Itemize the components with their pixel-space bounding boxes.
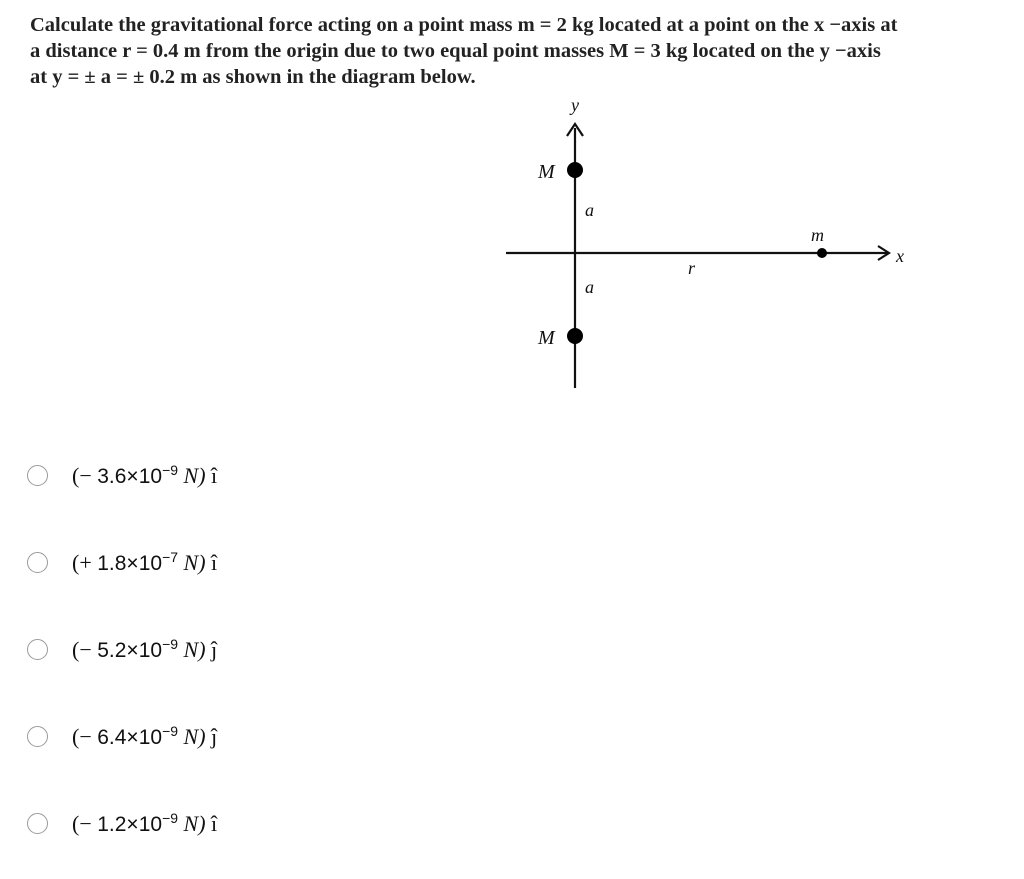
answer-option[interactable] [27,544,217,580]
option-label: (− $3.6\times 10^{-9}$ N) î [72,461,218,488]
answer-option[interactable] [27,718,217,754]
question-line: a distance r = 0.4 m from the origin due to two equal point masses M = 3 kg located on the y −axis [30,40,881,62]
option-label: (+ $1.8\times 10^{-7}$ N) î [72,548,218,575]
bottom-mass-dot [567,328,583,344]
top-mass-label: M [538,161,555,183]
top-mass-dot [567,162,583,178]
answer-option[interactable] [27,805,217,841]
radius-label: r [688,258,696,278]
answer-option[interactable] [27,631,217,667]
radio-button[interactable] [27,465,48,486]
x-axis-label: x [896,246,904,266]
question-line: Calculate the gravitational force acting on a point mass m = 2 kg located at a point on the x −axis at [30,14,898,36]
option-label: (− $6.4\times 10^{-9}$ N) ĵ [72,722,218,749]
point-mass-dot [817,248,827,258]
radio-button[interactable] [27,552,48,573]
upper-distance-label: a [585,200,594,220]
option-label: (− $1.2\times 10^{-9}$ N) î [72,809,218,836]
radio-button[interactable] [27,639,48,660]
bottom-mass-label: M [538,327,555,349]
point-mass-label: m [811,225,824,245]
question-line: at y = ± a = ± 0.2 m as shown in the diagram below. [30,66,476,88]
radio-button[interactable] [27,813,48,834]
option-label: (− $5.2\times 10^{-9}$ N) ĵ [72,635,218,662]
answer-option[interactable] [27,457,217,493]
lower-distance-label: a [585,277,594,297]
force-diagram [0,0,1024,420]
y-axis-label: y [571,95,579,115]
radio-button[interactable] [27,726,48,747]
